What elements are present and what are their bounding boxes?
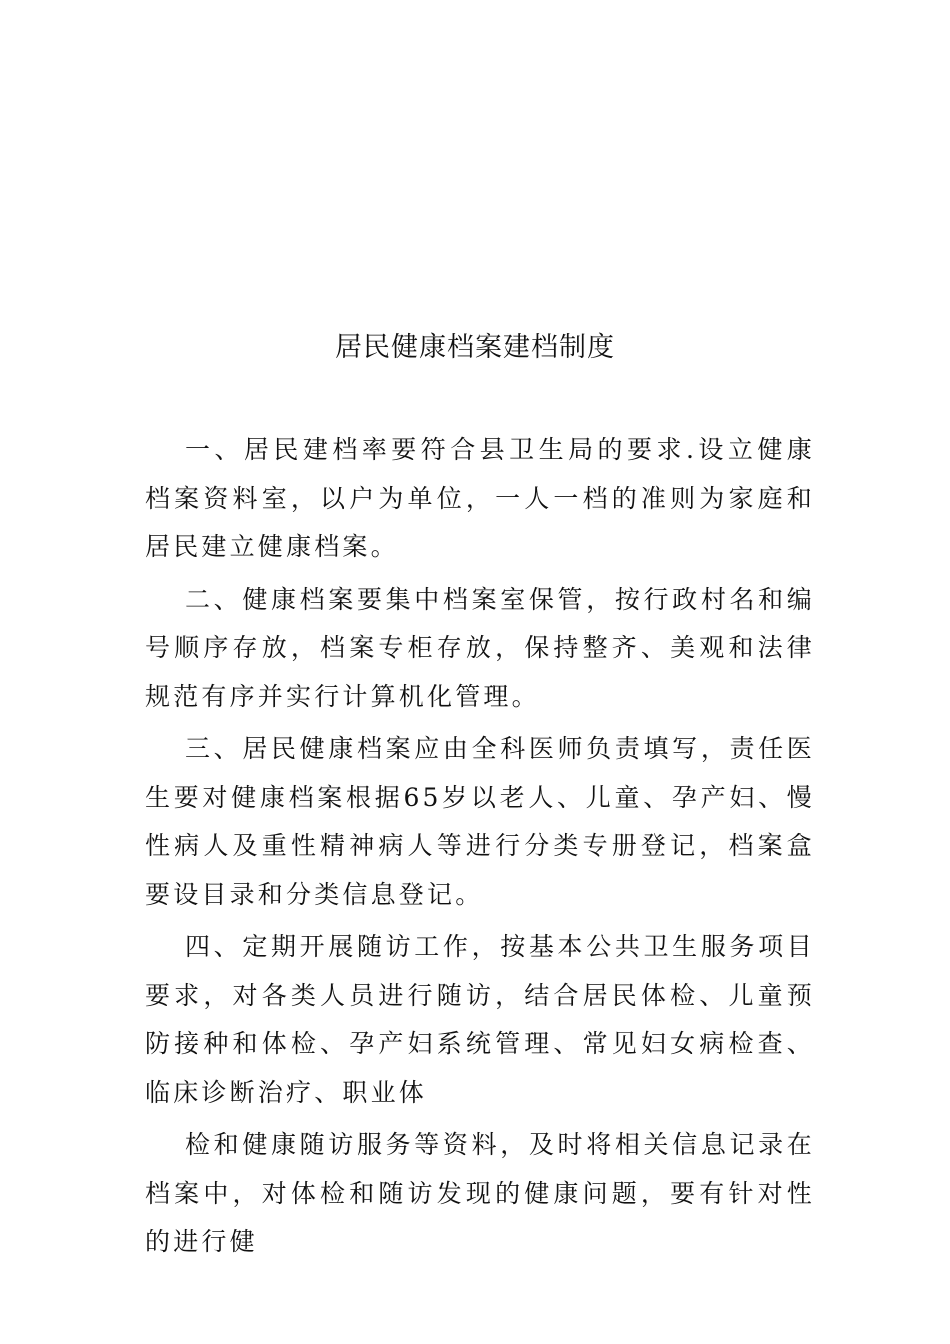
paragraph-4: 四、定期开展随访工作，按基本公共卫生服务项目要求，对各类人员进行随访，结合居民体检、儿童预防接种和体检、孕产妇系统管理、常见妇女病检查、临床诊断治疗、职业体: [145, 932, 815, 1107]
document-title: 居民健康档案建档制度: [335, 332, 615, 363]
document-body: [145, 426, 815, 1271]
paragraph-3: 三、居民健康档案应由全科医师负责填写，责任医生要对健康档案根据65岁以老人、儿童、孕产妇、慢性病人及重性精神病人等进行分类专册登记，档案盒要设目录和分类信息登记。: [145, 734, 815, 909]
paragraph-5: 检和健康随访服务等资料，及时将相关信息记录在档案中，对体检和随访发现的健康问题，要有针对性的进行健: [145, 1130, 815, 1256]
paragraph-2: 二、健康档案要集中档案室保管，按行政村名和编号顺序存放，档案专柜存放，保持整齐、美观和法律规范有序并实行计算机化管理。: [145, 584, 815, 711]
paragraph-1: 一、居民建档率要符合县卫生局的要求.设立健康档案资料室，以户为单位，一人一档的准则为家庭和居民建立健康档案。: [145, 435, 815, 561]
